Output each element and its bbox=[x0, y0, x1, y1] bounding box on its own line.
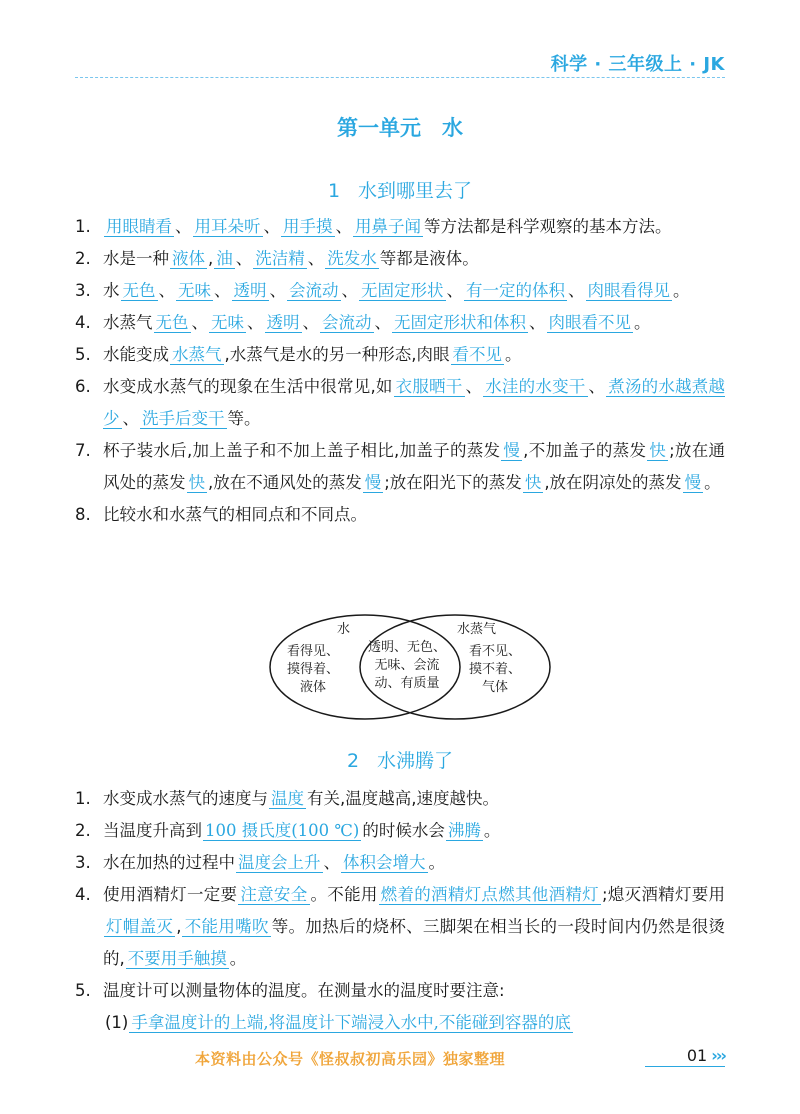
venn-right-text bbox=[469, 643, 521, 697]
answer: 100 摄氏度(100 ℃) bbox=[205, 821, 360, 840]
answer: 燃着的酒精灯点燃其他酒精灯 bbox=[380, 885, 599, 904]
venn-line: 气体 bbox=[482, 680, 509, 695]
answer: 无色 bbox=[122, 281, 156, 300]
question-number: 3. bbox=[75, 853, 91, 872]
question-number: 1. bbox=[75, 789, 91, 808]
question-3: 3. 水 无色 、 无味 、 透明 、 会流动 、 无固定形状 、 有一定的体积 、 肉眼看得见 。 bbox=[75, 275, 725, 307]
venn-line: 液体 bbox=[300, 680, 327, 695]
question-8 bbox=[75, 499, 725, 531]
question-5 bbox=[75, 339, 725, 371]
answer: 洗手后变干 bbox=[142, 409, 225, 428]
question-text: 。 bbox=[634, 313, 651, 332]
answer: 不要用手触摸 bbox=[127, 949, 227, 968]
venn-line: 无味、会流 bbox=[374, 658, 440, 673]
question-text: 水变成水蒸气的速度与 bbox=[103, 789, 268, 808]
venn-line: 透明、无色、 bbox=[368, 640, 447, 655]
lesson-1-title bbox=[0, 176, 800, 203]
answer: 无固定形状 bbox=[361, 281, 444, 300]
question-5-sub-1 bbox=[75, 1007, 725, 1039]
book-header-tag: 科学 · 三年级上 · JK bbox=[550, 54, 725, 75]
question-text: 比较水和水蒸气的相同点和不同点。 bbox=[103, 505, 367, 524]
venn-left-text bbox=[287, 643, 339, 697]
lesson-name: 水沸腾了 bbox=[377, 750, 454, 772]
question-text: 。 bbox=[704, 473, 721, 492]
answer: 用手摸 bbox=[283, 217, 333, 236]
sub-number: (1) bbox=[105, 1013, 129, 1032]
answer: 会流动 bbox=[322, 313, 372, 332]
answer: 用眼睛看 bbox=[106, 217, 172, 236]
venn-line: 摸不着、 bbox=[469, 662, 522, 677]
question-text: 水变成水蒸气的现象在生活中很常见,如 bbox=[103, 377, 393, 396]
venn-left-label: 水 bbox=[337, 622, 351, 637]
answer: 注意安全 bbox=[240, 885, 308, 904]
question-1 bbox=[75, 783, 725, 815]
venn-line: 看得见、 bbox=[287, 644, 340, 659]
question-text: 等。加热后的烧杯、三脚架在相当长的一段时间内仍然是很烫的, bbox=[103, 917, 726, 968]
chevron-right-icon: ››› bbox=[711, 1046, 725, 1065]
answer: 用鼻子闻 bbox=[355, 217, 421, 236]
answer: 煮汤的水越煮越少 bbox=[103, 377, 726, 428]
question-3: 3. 水在加热的过程中 温度会上升 、 体积会增大 。 bbox=[75, 847, 725, 879]
question-number: 5. bbox=[75, 345, 91, 364]
answer: 看不见 bbox=[452, 345, 502, 364]
question-text: 等。 bbox=[227, 409, 261, 428]
footer-source-note: 本资料由公众号《怪叔叔初高乐园》独家整理 bbox=[195, 1050, 506, 1068]
answer: 快 bbox=[188, 473, 205, 492]
question-text: ,水蒸气是水的另一种形态,肉眼 bbox=[224, 345, 450, 364]
answer: 沸腾 bbox=[447, 821, 481, 840]
lesson-2-questions bbox=[75, 783, 725, 1039]
question-text: 的时候水会 bbox=[362, 821, 445, 840]
answer: 快 bbox=[524, 473, 542, 492]
venn-diagram bbox=[265, 612, 555, 722]
question-4: 4. 使用酒精灯一定要 注意安全 。不能用 燃着的酒精灯点燃其他酒精灯 ;熄灭酒精灯要用灯帽盖灭 , 不能用嘴吹 等。加热后的烧杯、三脚架在相当长的一段时间内仍然是很烫的, 不要用手触摸 。 bbox=[75, 879, 725, 975]
answer: 无色 bbox=[155, 313, 189, 332]
lesson-2-title bbox=[0, 746, 800, 773]
answer: 洗洁精 bbox=[255, 249, 305, 268]
question-text: 。 bbox=[229, 949, 247, 968]
answer: 灯帽盖灭 bbox=[106, 917, 174, 936]
question-text: 等都是液体。 bbox=[379, 249, 479, 268]
answer: 用耳朵听 bbox=[194, 217, 261, 236]
question-text: 。 bbox=[505, 345, 522, 364]
question-text: 温度计可以测量物体的温度。在测量水的温度时要注意: bbox=[103, 981, 505, 1000]
question-text: ,放在阴凉处的蒸发 bbox=[544, 473, 682, 492]
question-text: 。不能用 bbox=[310, 885, 378, 904]
answer: 透明 bbox=[233, 281, 267, 300]
lesson-name: 水到哪里去了 bbox=[358, 180, 473, 202]
question-text: 杯子装水后,加上盖子和不加上盖子相比,加盖子的蒸发 bbox=[103, 441, 501, 460]
question-text: 。 bbox=[673, 281, 690, 300]
answer: 透明 bbox=[266, 313, 300, 332]
question-text: 水 bbox=[103, 281, 120, 300]
question-text: ;放在阳光下的蒸发 bbox=[384, 473, 522, 492]
answer: 慢 bbox=[684, 473, 702, 492]
unit-title: 第一单元 水 bbox=[337, 115, 463, 140]
answer: 会流动 bbox=[289, 281, 339, 300]
question-7 bbox=[75, 435, 725, 499]
answer: 水蒸气 bbox=[172, 345, 222, 364]
answer: 慢 bbox=[503, 441, 521, 460]
venn-line: 看不见、 bbox=[469, 644, 522, 659]
question-text: 。 bbox=[483, 821, 501, 840]
question-5 bbox=[75, 975, 725, 1007]
question-number: 4. bbox=[75, 313, 91, 332]
venn-middle-text bbox=[368, 639, 446, 693]
question-number: 6. bbox=[75, 377, 91, 396]
question-text: ,放在不通风处的蒸发 bbox=[208, 473, 362, 492]
answer: 洗发水 bbox=[327, 249, 377, 268]
venn-line: 动、有质量 bbox=[374, 676, 440, 691]
venn-line: 摸得着、 bbox=[287, 662, 340, 677]
question-text: 等方法都是科学观察的基本方法。 bbox=[424, 217, 672, 236]
question-1: 1. 用眼睛看 、 用耳朵听 、 用手摸 、 用鼻子闻 等方法都是科学观察的基本方法。 bbox=[75, 211, 725, 243]
question-text: 有关,温度越高,速度越快。 bbox=[307, 789, 499, 808]
page-number-underline bbox=[645, 1066, 725, 1067]
question-4: 4. 水蒸气 无色 、 无味 、 透明 、 会流动 、 无固定形状和体积 、 肉眼看不见 。 bbox=[75, 307, 725, 339]
answer: 油 bbox=[216, 249, 233, 268]
question-text: 使用酒精灯一定要 bbox=[103, 885, 238, 904]
question-number: 2. bbox=[75, 821, 91, 840]
answer: 无固定形状和体积 bbox=[394, 313, 526, 332]
lesson-1-questions bbox=[75, 211, 725, 531]
question-number: 3. bbox=[75, 281, 91, 300]
answer: 肉眼看不见 bbox=[548, 313, 631, 332]
question-text: 。 bbox=[428, 853, 445, 872]
question-number: 4. bbox=[75, 885, 91, 904]
answer: 温度会上升 bbox=[238, 853, 321, 872]
header-divider bbox=[75, 77, 725, 78]
answer: 温度 bbox=[271, 789, 304, 808]
answer: 液体 bbox=[172, 249, 205, 268]
question-text: 水蒸气 bbox=[103, 313, 153, 332]
venn-right-label: 水蒸气 bbox=[457, 622, 497, 637]
answer: 衣服晒干 bbox=[395, 377, 463, 396]
question-text: 水是一种 bbox=[103, 249, 169, 268]
answer: 体积会增大 bbox=[343, 853, 426, 872]
answer: 肉眼看得见 bbox=[587, 281, 670, 300]
question-number: 5. bbox=[75, 981, 91, 1000]
question-2: 2. 水是一种 液体 , 油 、 洗洁精 、 洗发水 等都是液体。 bbox=[75, 243, 725, 275]
answer: 快 bbox=[649, 441, 667, 460]
answer: 不能用嘴吹 bbox=[184, 917, 269, 936]
page-number bbox=[687, 1046, 725, 1065]
question-text: 当温度升高到 bbox=[103, 821, 202, 840]
question-number: 2. bbox=[75, 249, 91, 268]
answer: 手拿温度计的上端,将温度计下端浸入水中,不能碰到容器的底 bbox=[131, 1013, 571, 1032]
question-text: ;熄灭酒精灯要用 bbox=[601, 885, 726, 904]
page-number-text: 01 bbox=[686, 1046, 708, 1065]
answer: 有一定的体积 bbox=[466, 281, 565, 300]
question-text: 水在加热的过程中 bbox=[103, 853, 235, 872]
question-2 bbox=[75, 815, 725, 847]
question-number: 1. bbox=[75, 217, 91, 236]
question-number: 7. bbox=[75, 441, 91, 460]
lesson-number: 2 bbox=[346, 750, 360, 772]
question-text: 水能变成 bbox=[103, 345, 169, 364]
answer: 无味 bbox=[211, 313, 244, 332]
question-6: 6. 水变成水蒸气的现象在生活中很常见,如 衣服晒干 、 水洼的水变干 、 煮汤的水越煮越少 、 洗手后变干 等。 bbox=[75, 371, 725, 435]
question-number: 8. bbox=[75, 505, 91, 524]
answer: 无味 bbox=[178, 281, 211, 300]
answer: 慢 bbox=[364, 473, 382, 492]
answer: 水洼的水变干 bbox=[485, 377, 586, 396]
question-text: ,不加盖子的蒸发 bbox=[523, 441, 647, 460]
lesson-number: 1 bbox=[327, 180, 341, 202]
question-text: ;放在通风处的蒸发 bbox=[103, 441, 726, 492]
